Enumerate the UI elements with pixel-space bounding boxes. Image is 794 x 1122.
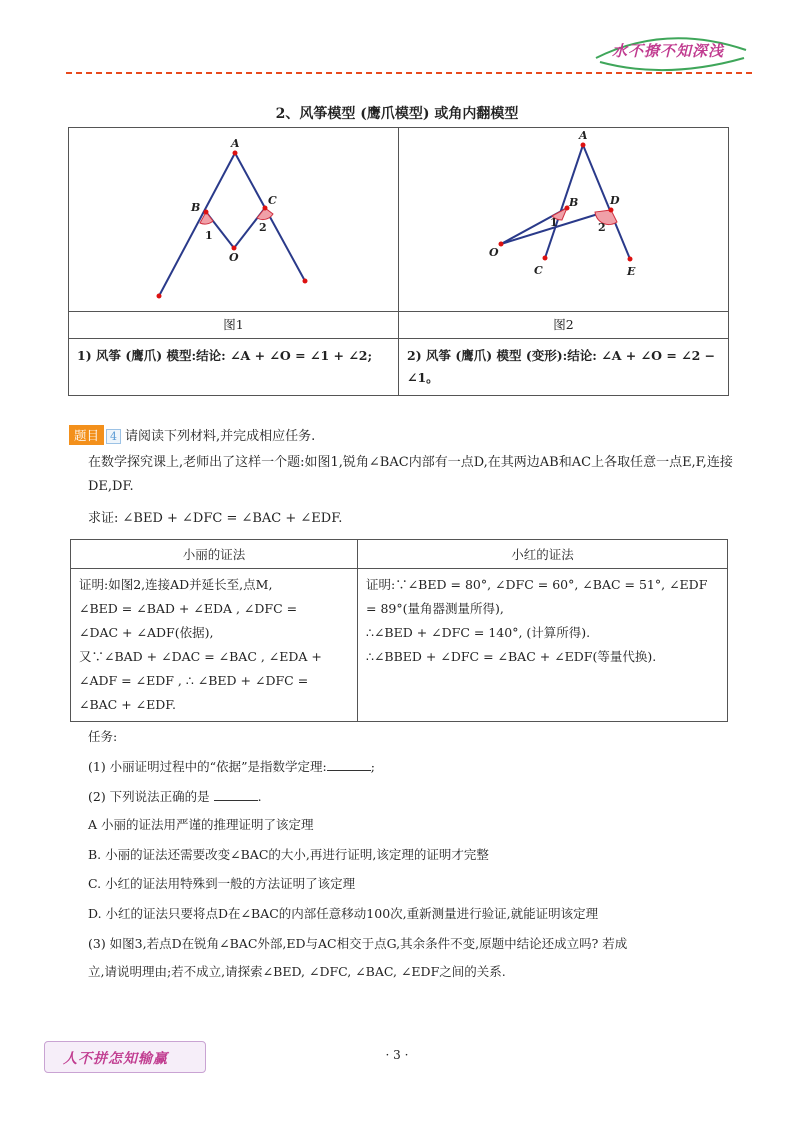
problem-instruction: 请阅读下列材料,并完成相应任务. bbox=[125, 429, 316, 444]
problem-number: 4 bbox=[106, 429, 121, 444]
task-1 bbox=[88, 755, 375, 779]
problem-tag: 题目 bbox=[69, 425, 104, 445]
figure-1-diagram bbox=[69, 128, 398, 308]
figure-2-cell bbox=[399, 128, 729, 312]
header-divider bbox=[66, 72, 752, 74]
problem-paragraph: 在数学探究课上,老师出了这样一个题:如图1,锐角∠BAC内部有一点D,在其两边AB和AC上各取任意一点E,F,连接DE,DF. bbox=[88, 455, 733, 494]
fig1-label-A: A bbox=[231, 137, 240, 150]
tasks-heading: 任务: bbox=[88, 729, 118, 744]
proof-line: ∴∠BBED + ∠DFC = ∠BAC + ∠EDF(等量代换). bbox=[366, 649, 657, 664]
proof-line: = 89°(量角器测量所得), bbox=[366, 601, 504, 616]
problem-header bbox=[69, 425, 315, 445]
figure-1-caption: 图1 bbox=[69, 312, 399, 339]
figure-2-diagram bbox=[399, 128, 728, 308]
proof-line: 又∵∠BAD + ∠DAC = ∠BAC , ∠EDA + bbox=[79, 649, 322, 664]
task-2-option-b: B. 小丽的证法还需要改变∠BAC的大小,再进行证明,该定理的证明才完整 bbox=[88, 847, 489, 862]
fig2-label-D: D bbox=[610, 194, 620, 207]
proof-table bbox=[70, 539, 728, 722]
fig1-label-B: B bbox=[191, 201, 201, 214]
figure-1-cell bbox=[69, 128, 399, 312]
fig1-label-O: O bbox=[229, 251, 239, 264]
section-title: 2、风筝模型 (鹰爪模型) 或角内翻模型 bbox=[275, 106, 519, 122]
fig2-label-O: O bbox=[489, 246, 499, 259]
fig2-label-A: A bbox=[579, 129, 588, 142]
proof-line: ∠BAC + ∠EDF. bbox=[79, 697, 176, 712]
fig2-label-B: B bbox=[569, 196, 579, 209]
model-figure-table bbox=[68, 127, 729, 396]
task-1-blank[interactable] bbox=[327, 770, 371, 771]
task-2-option-a: A 小丽的证法用严谨的推理证明了该定理 bbox=[88, 817, 314, 832]
figure-2-result: 2) 风筝 (鹰爪) 模型 (变形):结论: ∠A + ∠O = ∠2 − ∠1。 bbox=[399, 339, 729, 396]
proof-line: ∠ADF = ∠EDF , ∴ ∠BED + ∠DFC = bbox=[79, 673, 309, 688]
fig2-angle-1: 1 bbox=[550, 216, 558, 229]
footer-logo: 人不拼怎知输赢 bbox=[44, 1041, 206, 1073]
fig1-label-C: C bbox=[268, 194, 277, 207]
task-3-line-2: 立,请说明理由;若不成立,请探索∠BED, ∠DFC, ∠BAC, ∠EDF之间的关系. bbox=[88, 964, 506, 979]
proof-xiaoli-cell bbox=[71, 569, 358, 722]
fig2-angle-2: 2 bbox=[598, 221, 606, 234]
task-2-option-d: D. 小红的证法只要将点D在∠BAC的内部任意移动100次,重新测量进行验证,就能证明该定理 bbox=[88, 906, 599, 921]
task-2-end: . bbox=[257, 789, 262, 804]
figure-1-result: 1) 风筝 (鹰爪) 模型:结论: ∠A + ∠O = ∠1 + ∠2; bbox=[69, 339, 399, 396]
task-2-option-c: C. 小红的证法用特殊到一般的方法证明了该定理 bbox=[88, 876, 356, 891]
proof-xiaohong-cell bbox=[358, 569, 728, 722]
task-3-line-1: (3) 如图3,若点D在锐角∠BAC外部,ED与AC相交于点G,其余条件不变,原题中结论还成立吗? 若成 bbox=[88, 936, 628, 951]
page-number: · 3 · bbox=[385, 1048, 409, 1062]
fig2-label-C: C bbox=[534, 264, 543, 277]
proof-line: 证明:∵∠BED = 80°, ∠DFC = 60°, ∠BAC = 51°, ∠EDF bbox=[366, 577, 708, 592]
problem-claim: 求证: ∠BED + ∠DFC = ∠BAC + ∠EDF. bbox=[88, 511, 343, 526]
proof-line: ∠BED = ∠BAD + ∠EDA , ∠DFC = bbox=[79, 601, 298, 616]
proof-header-xiaohong: 小红的证法 bbox=[358, 540, 728, 569]
fig1-angle-1: 1 bbox=[205, 229, 213, 242]
fig2-label-E: E bbox=[627, 265, 636, 278]
task-1-end: ; bbox=[370, 759, 375, 774]
proof-line: ∠DAC + ∠ADF(依据), bbox=[79, 625, 214, 640]
figure-2-caption: 图2 bbox=[399, 312, 729, 339]
fig1-angle-2: 2 bbox=[259, 221, 267, 234]
header-logo: 水不撩不知深浅 bbox=[586, 28, 756, 76]
task-2 bbox=[88, 785, 262, 809]
task-2-text: (2) 下列说法正确的是 bbox=[88, 789, 210, 804]
task-1-text: (1) 小丽证明过程中的“依据”是指数学定理: bbox=[88, 759, 327, 774]
proof-line: ∴∠BED + ∠DFC = 140°, (计算所得). bbox=[366, 625, 591, 640]
proof-line: 证明:如图2,连接AD并延长至,点M, bbox=[79, 577, 273, 592]
task-2-blank[interactable] bbox=[214, 800, 258, 801]
proof-header-xiaoli: 小丽的证法 bbox=[71, 540, 358, 569]
